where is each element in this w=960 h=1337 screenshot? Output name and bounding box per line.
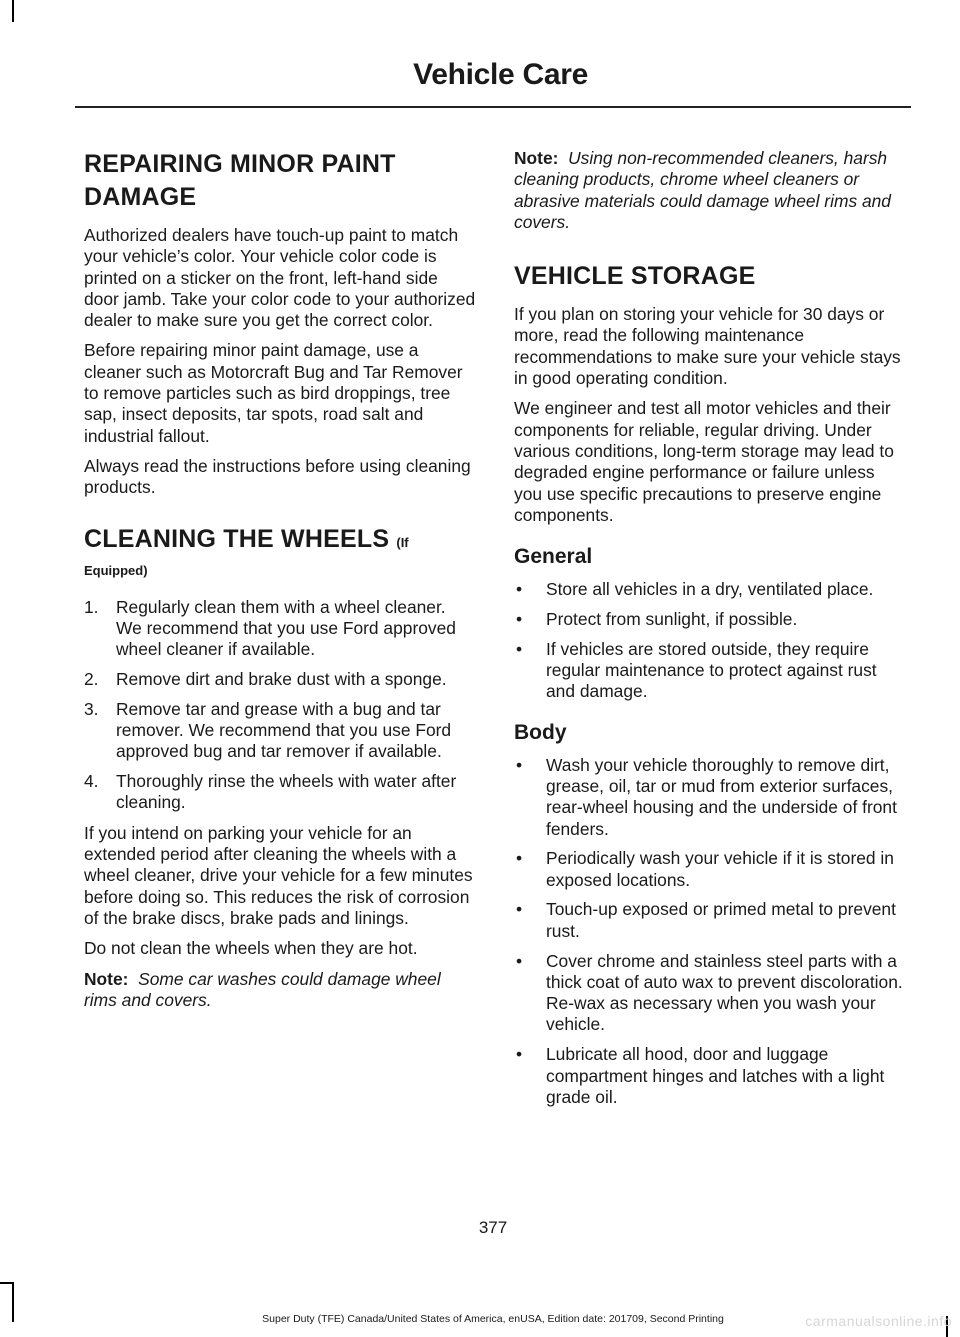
list-item: 3. Remove tar and grease with a bug and tar remover. We recommend that you use Ford approved bug and tar remover if available. — [84, 698, 452, 762]
wheels-paragraph-1: If you intend on parking your vehicle for an extended period after cleaning the wheels with a wheel cleaner, drive your vehicle for a few minutes before doing so. This reduces the risk of corrosion of the brake discs, brake pads and linings. — [84, 822, 473, 928]
footer-edition: Super Duty (TFE) Canada/United States of America, enUSA, Edition date: 201709, Second Printing — [262, 1313, 724, 1325]
list-item: • Store all vehicles in a dry, ventilated place. — [516, 579, 874, 600]
wheels-paragraph-2: Do not clean the wheels when they are hot. — [84, 938, 418, 959]
list-item: • Lubricate all hood, door and luggage compartment hinges and latches with a light grade oil. — [516, 1044, 885, 1107]
list-item: • Touch-up exposed or primed metal to prevent rust. — [516, 899, 896, 941]
general-heading: General — [514, 545, 593, 569]
list-item: • Wash your vehicle thoroughly to remove dirt, grease, oil, tar or mud from exterior surfaces, rear-wheel housing and the underside of front fenders. — [516, 754, 897, 839]
storage-paragraph-2: We engineer and test all motor vehicles and their components for reliable, regular driving. Under various conditions, long-term storage may lead to degraded engine performance or failure unless you use specific precautions to preserve engine components. — [514, 398, 894, 525]
list-item: • Periodically wash your vehicle if it is stored in exposed locations. — [516, 848, 894, 890]
watermark: carmanualsonline.info — [805, 1313, 952, 1329]
list-item: • Protect from sunlight, if possible. — [516, 608, 798, 629]
wheels-heading-equipped: Equipped) — [84, 562, 148, 578]
general-list — [514, 579, 906, 702]
list-item: • If vehicles are stored outside, they require regular maintenance to protect against rust and damage. — [516, 638, 877, 702]
rims-note: Note: Using non-recommended cleaners, harsh cleaning products, chrome wheel cleaners or abrasive materials could damage wheel rims and covers. — [514, 148, 891, 232]
paint-paragraph-3: Always read the instructions before using cleaning products. — [84, 455, 471, 498]
wheels-note: Note: Some car washes could damage wheel rims and covers. — [84, 968, 441, 1010]
crop-mark-bottom-left-h — [0, 1282, 14, 1284]
wheels-heading: CLEANING THE WHEELS (If — [84, 524, 409, 553]
crop-mark-top-left — [12, 0, 14, 22]
paint-heading: REPAIRING MINOR PAINT DAMAGE — [84, 150, 396, 211]
list-item: • Cover chrome and stainless steel parts with a thick coat of auto wax to prevent discoloration. Re-wax as necessary when you wash your vehicle. — [516, 950, 903, 1035]
storage-heading: VEHICLE STORAGE — [514, 262, 756, 291]
left-column — [84, 148, 476, 1011]
body-heading: Body — [514, 720, 567, 744]
body-list — [514, 755, 906, 1108]
list-item: 4. Thoroughly rinse the wheels with water after cleaning. — [84, 771, 457, 813]
page-number: 377 — [478, 1218, 508, 1237]
paint-paragraph-2: Before repairing minor paint damage, use a cleaner such as Motorcraft Bug and Tar Remover to remove particles such as bird droppings, tree sap, insect deposits, tar spots, road salt and industrial fallout. — [84, 340, 463, 446]
list-item: 2. Remove dirt and brake dust with a sponge. — [84, 668, 447, 689]
paint-paragraph-1: Authorized dealers have touch-up paint to match your vehicle’s color. Your vehicle color code is printed on a sticker on the front, left-hand side door jamb. Take your color code to your authorized dealer to make sure you get the correct color. — [84, 225, 476, 331]
header-divider — [75, 106, 911, 108]
section-title: Vehicle Care — [413, 58, 588, 91]
storage-paragraph-1: If you plan on storing your vehicle for 30 days or more, read the following maintenance recommendations to make sure your vehicle stays in good operating condition. — [514, 304, 901, 389]
wheel-cleaning-steps — [84, 597, 476, 814]
right-column — [514, 148, 906, 1108]
list-item: 1. Regularly clean them with a wheel cleaner. We recommend that you use Ford approved wheel cleaner if available. — [84, 596, 456, 660]
